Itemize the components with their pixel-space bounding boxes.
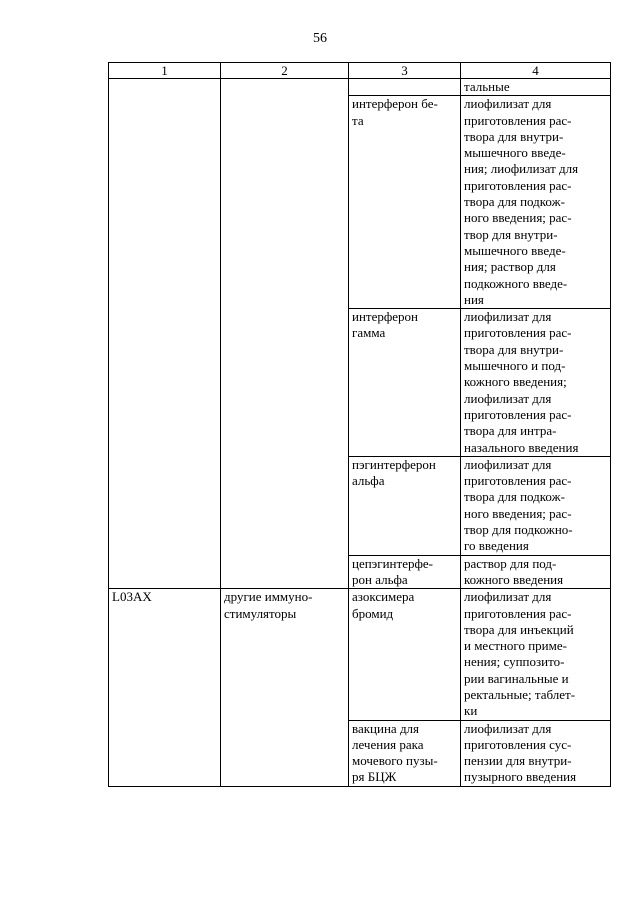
cell-line: ния; лиофилизат для <box>464 161 579 177</box>
cell-line: раствор для под- <box>464 555 557 571</box>
drug-table <box>108 62 611 787</box>
cell-line: пузырного введения <box>464 769 577 785</box>
group-name-cell <box>221 589 349 787</box>
inn-cell <box>349 720 461 786</box>
cell-line: приготовления рас- <box>464 177 572 193</box>
cell-line: ного введения; рас- <box>464 505 572 521</box>
cell-line: рии вагинальные и <box>464 670 569 686</box>
cell-line: вакцина для <box>352 720 420 736</box>
cell-line: ния <box>464 291 484 307</box>
cell-line: альфа <box>352 473 385 489</box>
cell-line: лиофилизат для <box>464 456 552 472</box>
cell-line: приготовления рас- <box>464 112 572 128</box>
cell-line: лиофилизат для <box>464 390 552 406</box>
header-col-2: 2 <box>221 63 349 79</box>
dosage-form-cell <box>461 456 611 555</box>
cell-line: ря БЦЖ <box>352 769 397 785</box>
cell-line: ния; раствор для <box>464 259 556 275</box>
cell-line: другие иммуно- <box>224 589 313 605</box>
cell-line: подкожного введе- <box>464 275 568 291</box>
cell-line: твора для интра- <box>464 423 557 439</box>
cell-line: гамма <box>352 325 386 341</box>
cell-line: лиофилизат для <box>464 309 552 325</box>
cell-line: лиофилизат для <box>464 589 552 605</box>
dosage-form-cell <box>461 589 611 720</box>
cell-line: мышечного и под- <box>464 358 566 374</box>
dosage-form-cell <box>461 720 611 786</box>
cell-line: твора для внутри- <box>464 128 564 144</box>
cell-line: твора для подкож- <box>464 489 565 505</box>
dosage-form-cell <box>461 555 611 589</box>
cell-line: рон альфа <box>352 571 408 587</box>
cell-line: нения; суппозито- <box>464 654 565 670</box>
cell-line: мочевого пузы- <box>352 753 438 769</box>
page-number: 56 <box>313 31 327 46</box>
cell-line: кожного введения; <box>464 374 567 390</box>
atc-code: L03AX <box>112 589 152 605</box>
table-header-row <box>109 63 611 79</box>
cell-line: бромид <box>352 605 394 621</box>
cell-line: интерферон <box>352 309 419 325</box>
cell-line: приготовления рас- <box>464 473 572 489</box>
cell-line: лиофилизат для <box>464 720 552 736</box>
table-row <box>109 589 611 720</box>
cell-line: твора для подкож- <box>464 194 565 210</box>
cell-line: ного введения; рас- <box>464 210 572 226</box>
cell-line: твора для внутри- <box>464 341 564 357</box>
cell-line: ректальные; таблет- <box>464 686 576 702</box>
cell-line: приготовления рас- <box>464 325 572 341</box>
cell-line: пэгинтерферон <box>352 456 436 472</box>
cell-line: приготовления рас- <box>464 406 572 422</box>
cell-line: лечения рака <box>352 736 424 752</box>
dosage-form-cell <box>461 79 611 96</box>
group-name-cell <box>221 79 349 589</box>
inn-cell <box>349 456 461 555</box>
inn-cell <box>349 555 461 589</box>
cell-line: интерферон бе- <box>352 96 438 112</box>
dosage-form-cell <box>461 96 611 309</box>
cell-line: го введения <box>464 538 529 554</box>
cell-line: назального введения <box>464 439 579 455</box>
cell-line: приготовления сус- <box>464 736 572 752</box>
inn-cell <box>349 96 461 309</box>
cell-line: стимуляторы <box>224 605 297 621</box>
dosage-form-cell <box>461 309 611 457</box>
cell-line: мышечного введе- <box>464 145 566 161</box>
cell-line: твор для внутри- <box>464 226 558 242</box>
inn-cell <box>349 79 461 96</box>
atc-code-cell <box>109 79 221 589</box>
cell-line: та <box>352 112 364 128</box>
cell-line: азоксимера <box>352 589 415 605</box>
cell-line: и местного приме- <box>464 638 567 654</box>
atc-code-cell <box>109 589 221 787</box>
cell-line: твора для инъекций <box>464 621 574 637</box>
cell-line: кожного введения <box>464 571 564 587</box>
inn-cell <box>349 589 461 720</box>
table-row <box>109 79 611 96</box>
cell-line: пензии для внутри- <box>464 753 572 769</box>
cell-line: твор для подкожно- <box>464 522 573 538</box>
cell-line: тальные <box>464 79 510 94</box>
cell-line: лиофилизат для <box>464 96 552 112</box>
inn-cell <box>349 309 461 457</box>
cell-line: ки <box>464 703 478 719</box>
header-col-1: 1 <box>109 63 221 79</box>
header-col-3: 3 <box>349 63 461 79</box>
cell-line: мышечного введе- <box>464 242 566 258</box>
header-col-4: 4 <box>461 63 611 79</box>
cell-line: приготовления рас- <box>464 605 572 621</box>
cell-line: цепэгинтерфе- <box>352 555 433 571</box>
